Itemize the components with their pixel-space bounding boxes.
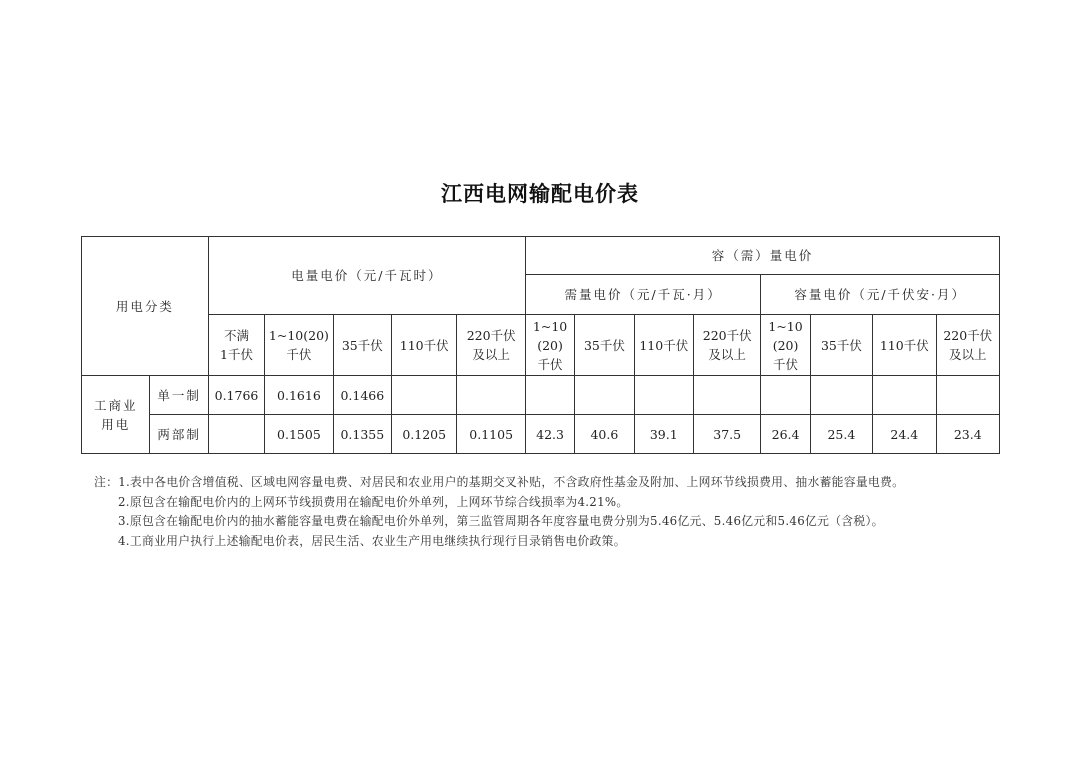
- table-cell: 0.1355: [333, 415, 391, 454]
- demand-price-header: 需量电价（元/千瓦·月）: [525, 275, 760, 315]
- table-cell: 0.1766: [208, 376, 264, 415]
- demand-level-header: 220千伏 及以上: [693, 315, 760, 376]
- table-cell: 39.1: [634, 415, 693, 454]
- price-table: [81, 236, 1000, 454]
- row-label-single: 单一制: [150, 376, 208, 415]
- capacity-price-header: 容量电价（元/千伏安·月）: [761, 275, 1000, 315]
- page-title: 江西电网输配电价表: [441, 181, 639, 206]
- energy-level-header: 110千伏: [392, 315, 457, 376]
- notes: [94, 473, 904, 551]
- table-cell: [873, 376, 936, 415]
- table-cell: 0.1505: [265, 415, 333, 454]
- capacity-level-header: 110千伏: [873, 315, 936, 376]
- energy-level-header: 220千伏 及以上: [457, 315, 525, 376]
- energy-level-header: 35千伏: [333, 315, 391, 376]
- table-cell: [761, 376, 810, 415]
- demand-level-header: 35千伏: [575, 315, 634, 376]
- table-cell: 26.4: [761, 415, 810, 454]
- table-cell: [810, 376, 872, 415]
- capacity-group-header: 容（需）量电价: [525, 237, 999, 275]
- table-cell: 0.1105: [457, 415, 525, 454]
- table-cell: 42.3: [525, 415, 574, 454]
- note-3: 3.原包含在输配电价内的抽水蓄能容量电费在输配电价外单列，第三监管周期各年度容量电费分别为5.46亿元、5.46亿元和5.46亿元（含税）。: [118, 514, 884, 528]
- table-cell: [392, 376, 457, 415]
- table-cell: 0.1616: [265, 376, 333, 415]
- table-cell: 23.4: [936, 415, 1000, 454]
- energy-level-header: 不满 1千伏: [208, 315, 264, 376]
- table-cell: 25.4: [810, 415, 872, 454]
- note-2: 2.原包含在输配电价内的上网环节线损费用在输配电价外单列，上网环节综合线损率为4.21%。: [118, 494, 629, 509]
- energy-price-header: 电量电价（元/千瓦时）: [208, 237, 525, 315]
- note-4: 4.工商业用户执行上述输配电价表，居民生活、农业生产用电继续执行现行目录销售电价政策。: [118, 533, 626, 548]
- demand-level-header: 1~10 (20) 千伏: [525, 315, 574, 376]
- table-cell: 37.5: [693, 415, 760, 454]
- row-group-label: 工商业 用电: [82, 376, 150, 454]
- table-cell: [208, 415, 264, 454]
- table-cell: 0.1205: [392, 415, 457, 454]
- row-label-two-part: 两部制: [150, 415, 208, 454]
- table-cell: 0.1466: [333, 376, 391, 415]
- note-1: 注：1.表中各电价含增值税、区域电网容量电费、对居民和农业用户的基期交叉补贴，不含政府性基金及附加、上网环节线损费用、抽水蓄能容量电费。: [94, 475, 905, 489]
- table-cell: [525, 376, 574, 415]
- capacity-level-header: 1~10 (20) 千伏: [761, 315, 810, 376]
- capacity-level-header: 35千伏: [810, 315, 872, 376]
- table-cell: [634, 376, 693, 415]
- table-cell: [936, 376, 1000, 415]
- capacity-level-header: 220千伏 及以上: [936, 315, 1000, 376]
- table-cell: 40.6: [575, 415, 634, 454]
- category-header: 用电分类: [82, 237, 209, 376]
- demand-level-header: 110千伏: [634, 315, 693, 376]
- table-cell: [457, 376, 525, 415]
- table-cell: [693, 376, 760, 415]
- table-cell: 24.4: [873, 415, 936, 454]
- table-cell: [575, 376, 634, 415]
- energy-level-header: 1~10(20) 千伏: [265, 315, 333, 376]
